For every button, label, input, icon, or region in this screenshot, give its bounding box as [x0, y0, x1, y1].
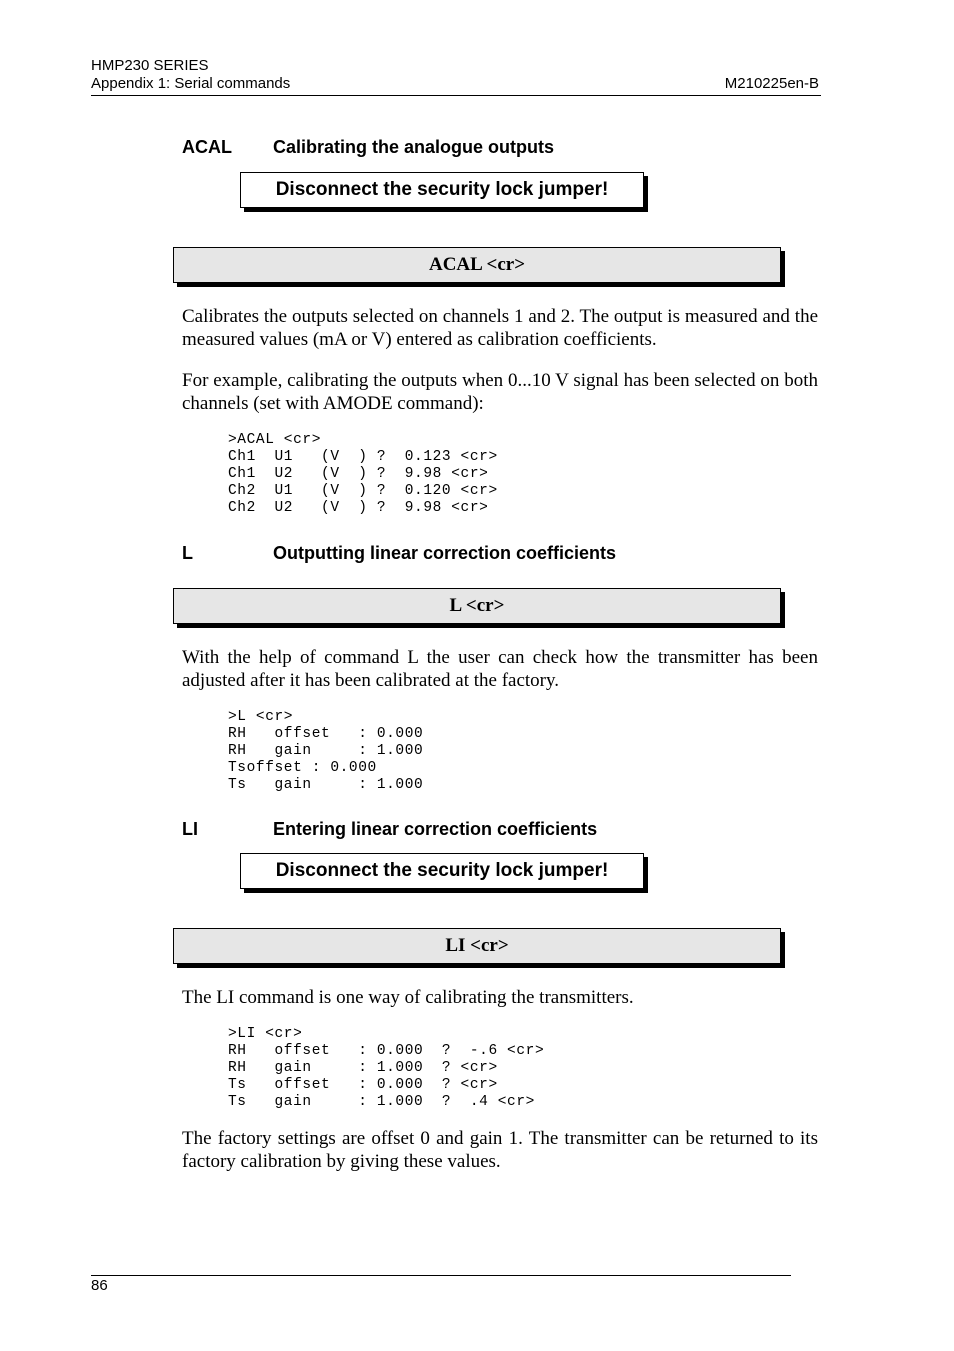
page-number: 86	[91, 1277, 108, 1294]
li-command-text: LI <cr>	[445, 935, 509, 956]
acal-warning-text: Disconnect the security lock jumper!	[275, 179, 609, 200]
li-warning-box	[240, 853, 644, 889]
acal-description: Calibrates the outputs selected on channels 1 and 2. The output is measured and the measured values (mA or V) entered as calibration coefficients.	[182, 306, 818, 350]
acal-command-text: ACAL <cr>	[428, 254, 526, 275]
header-rule	[91, 95, 821, 96]
l-section-code: L	[182, 543, 193, 563]
li-warning-text: Disconnect the security lock jumper!	[275, 860, 609, 881]
l-description: With the help of command L the user can check how the transmitter has been adjusted after it has been calibrated at the factory.	[182, 647, 818, 691]
page-header-left	[91, 57, 290, 93]
series-title: HMP230 SERIES	[91, 57, 209, 74]
li-section-title: Entering linear correction coefficients	[273, 819, 598, 839]
l-command-text: L <cr>	[449, 595, 505, 616]
li-description: The LI command is one way of calibrating the transmitters.	[182, 987, 634, 1008]
footer-rule	[91, 1275, 791, 1276]
li-factory-settings-note: The factory settings are offset 0 and gain 1. The transmitter can be returned to its factory calibration by giving these values.	[182, 1128, 818, 1172]
acal-warning-box	[240, 172, 644, 208]
l-example-code: >L <cr> RH offset : 0.000 RH gain : 1.000 Tsoffset : 0.000 Ts gain : 1.000	[228, 709, 424, 793]
acal-example-code: >ACAL <cr> Ch1 U1 (V ) ? 0.123 <cr> Ch1 U2 (V ) ? 9.98 <cr> Ch2 U1 (V ) ? 0.120 <cr> Ch2 U2 (V ) ? 9.98 <cr>	[228, 432, 498, 516]
l-section-title: Outputting linear correction coefficients	[273, 543, 617, 563]
li-example-code: >LI <cr> RH offset : 0.000 ? -.6 <cr> RH gain : 1.000 ? <cr> Ts offset : 0.000 ? <cr> Ts gain : 1.000 ? .4 <cr>	[228, 1026, 545, 1110]
l-command-box	[173, 588, 781, 624]
appendix-title: Appendix 1: Serial commands	[91, 75, 291, 92]
acal-example-intro: For example, calibrating the outputs when 0...10 V signal has been selected on both channels (set with AMODE command):	[182, 370, 818, 414]
li-command-box	[173, 928, 781, 964]
document-code: M210225en-B	[724, 75, 819, 92]
acal-section-code: ACAL	[182, 137, 232, 157]
li-section-code: LI	[182, 819, 198, 839]
acal-section-title: Calibrating the analogue outputs	[273, 137, 555, 157]
acal-command-box	[173, 247, 781, 283]
